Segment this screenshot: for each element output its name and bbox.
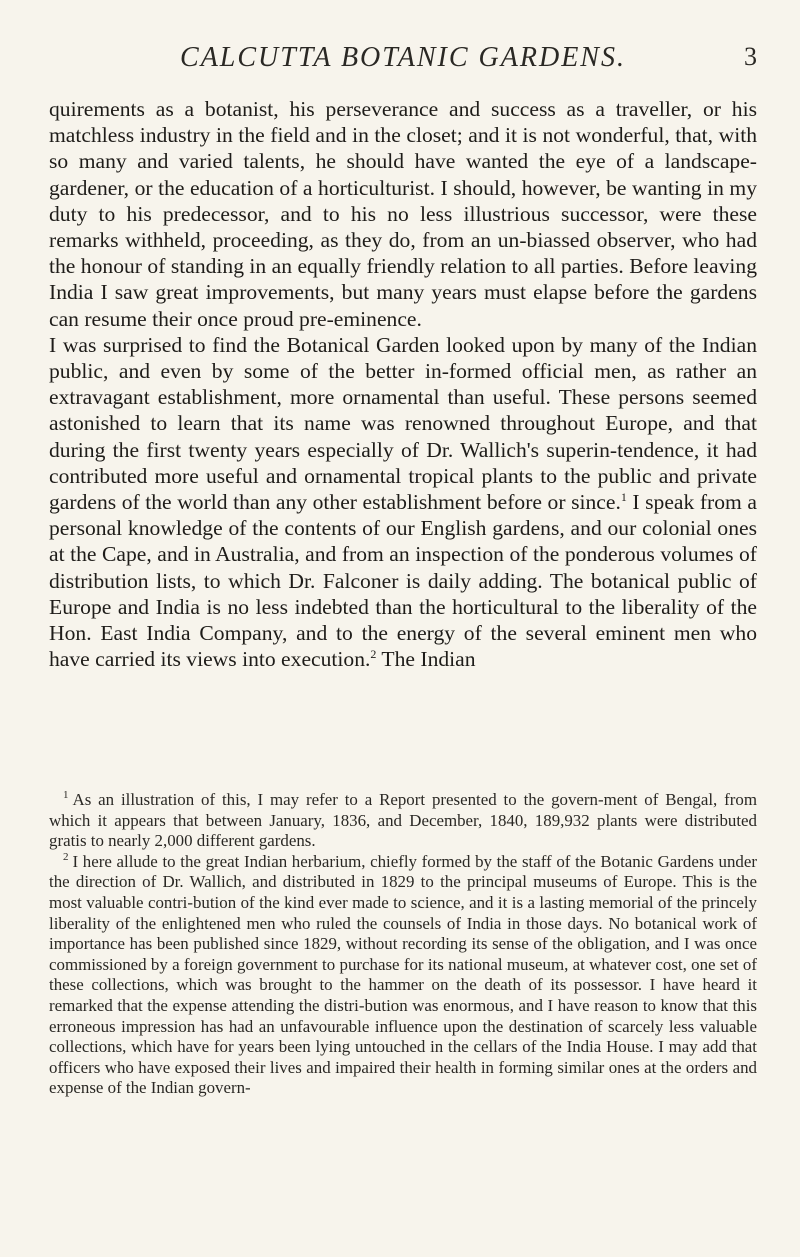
footnote-text-2: I here allude to the great Indian herbarium, chiefly formed by the staff of the Botanic Gardens under the direction of Dr. Wallich, and distributed in 1829 to the principal museums of Europe. This is the most valuable contri-bution of the kind ever made to science, and it is a lasting memorial of the princely liberality of the enlightened men who ruled the counsels of India in those days. No botanical work of importance has been published since 1829, without recording its sense of the obligation, and I was once commissioned by a foreign government to purchase for its national museum, at whatever cost, one set of these collections, which was brought to the hammer on the death of its possessor. I have heard it remarked that the expense attending the distri-bution was enormous, and I have reason to know that this erroneous impression has had an unfavourable influence upon the destination of scarcely less valuable collections, which have for years been lying untouched in the cellars of the India House. I may add that officers who have exposed their lives and impaired their health in forming similar ones at the orders and expense of the Indian govern- bbox=[49, 851, 757, 1098]
paragraph-2 bbox=[49, 332, 757, 673]
running-title: CALCUTTA BOTANIC GARDENS. bbox=[180, 42, 626, 73]
running-head bbox=[49, 42, 757, 82]
paragraph-1: quirements as a botanist, his perseverance and success as a traveller, or his matchless industry in the field and in the closet; and it is not wonderful, that, with so many and varied talents, he should have wanted the eye of a landscape-gardener, or the education of a horticulturist. I should, however, be wanting in my duty to his predecessor, and to his no less illustrious successor, were these remarks withheld, proceeding, as they do, from an un-biassed observer, who had the honour of standing in an equally friendly relation to all parties. Before leaving India I saw great improvements, but many years must elapse before the gardens can resume their once proud pre-eminence. bbox=[49, 97, 757, 331]
footnote-text-1: As an illustration of this, I may refer to a Report presented to the govern-ment of Bengal, from which it appears that between January, 1836, and December, 1840, 189,932 plants were distributed gratis to nearly 2,000 different gardens. bbox=[49, 790, 757, 851]
paragraph-2-part-b: I speak from a personal knowledge of the contents of our English gardens, and our colonial ones at the Cape, and in Australia, and from an inspection of the ponderous volumes of distribution lists, to which Dr. Falconer is daily adding. The botanical public of Europe and India is no less indebted than the horticultural to the liberality of the Hon. East India Company, and to the energy of the several eminent men who have carried its views into execution. bbox=[49, 490, 757, 672]
footnote-ref-2: 2 bbox=[370, 647, 377, 662]
footnote-mark-2: 2 bbox=[63, 851, 69, 864]
footnote-ref-1: 1 bbox=[620, 489, 627, 504]
footnote-mark-1: 1 bbox=[63, 789, 69, 802]
footnote-1 bbox=[49, 790, 757, 852]
paragraph-2-part-a: I was surprised to find the Botanical Garden looked upon by many of the Indian public, and even by some of the better in-formed official men, as rather an extravagant establishment, more ornamental than useful. These persons seemed astonished to learn that its name was renowned throughout Europe, and that during the first twenty years especially of Dr. Wallich's superin-tendence, it had contributed more useful and ornamental tropical plants to the public and private gardens of the world than any other establishment before or since. bbox=[49, 332, 757, 515]
body-text bbox=[49, 96, 757, 672]
page-number: 3 bbox=[744, 42, 757, 71]
footnote-2 bbox=[49, 852, 757, 1099]
paragraph-2-part-c: The Indian bbox=[376, 647, 476, 672]
footnotes bbox=[49, 790, 757, 1099]
